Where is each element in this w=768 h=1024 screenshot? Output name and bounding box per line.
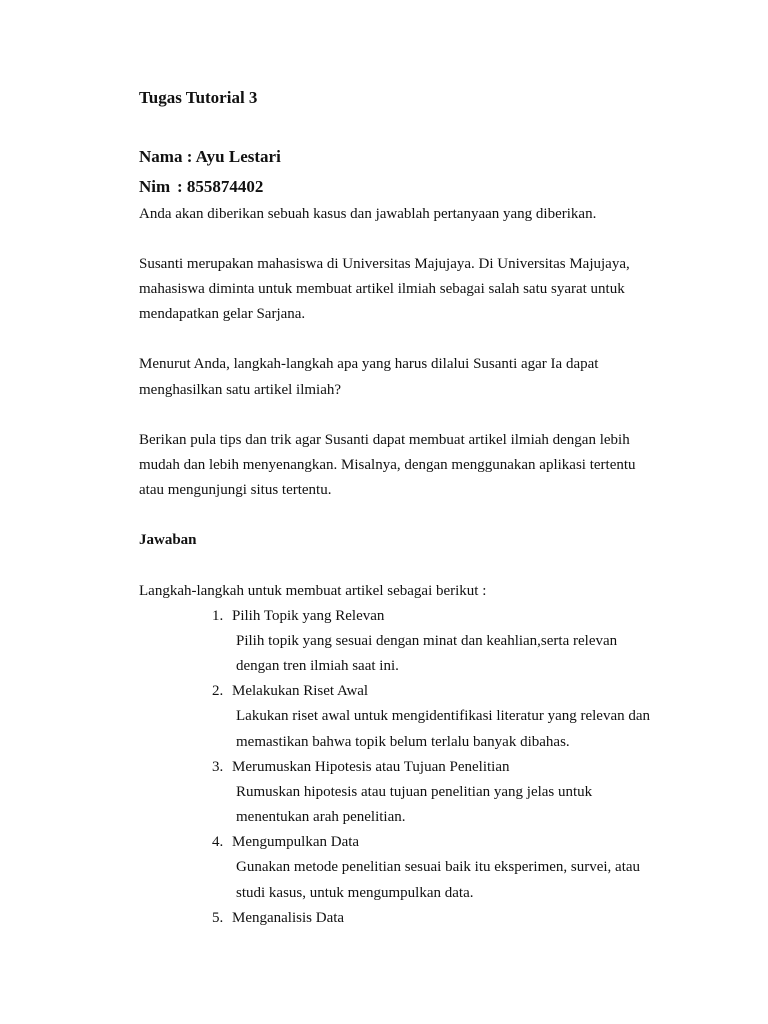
nim-value: : 855874402 [177, 177, 264, 196]
step-title: Mengumpulkan Data [232, 834, 360, 850]
question-2-line: Berikan pula tips dan trik agar Susanti dapat membuat artikel ilmiah dengan lebih [139, 432, 630, 448]
case-line: Susanti merupakan mahasiswa di Universitas Majujaya. Di Universitas Majujaya, [139, 256, 630, 272]
step-description: dengan tren ilmiah saat ini. [236, 658, 399, 674]
step-description: Rumuskan hipotesis atau tujuan penelitian yang jelas untuk [236, 784, 593, 800]
step-description: Lakukan riset awal untuk mengidentifikasi literatur yang relevan dan [236, 708, 651, 724]
step-description: studi kasus, untuk mengumpulkan data. [236, 885, 474, 901]
step-number: 5. [212, 910, 224, 926]
step-description: Gunakan metode penelitian sesuai baik itu eksperimen, survei, atau [236, 859, 641, 875]
question-1-line: menghasilkan satu artikel ilmiah? [139, 382, 342, 398]
step-description: menentukan arah penelitian. [236, 809, 406, 825]
student-name: Nama : Ayu Lestari [139, 147, 281, 166]
case-line: mahasiswa diminta untuk membuat artikel ilmiah sebagai salah satu syarat untuk [139, 281, 625, 297]
step-number: 3. [212, 759, 224, 775]
steps-intro: Langkah-langkah untuk membuat artikel sebagai berikut : [139, 583, 487, 599]
student-nim [139, 178, 263, 195]
nim-label: Nim [139, 177, 171, 196]
question-2-line: mudah dan lebih menyenangkan. Misalnya, dengan menggunakan aplikasi tertentu [139, 457, 636, 473]
step-title: Melakukan Riset Awal [232, 683, 369, 699]
step-title: Merumuskan Hipotesis atau Tujuan Penelitian [232, 759, 510, 775]
question-2-line: atau mengunjungi situs tertentu. [139, 482, 332, 498]
case-line: mendapatkan gelar Sarjana. [139, 306, 306, 322]
answer-heading: Jawaban [139, 532, 197, 548]
step-title: Pilih Topik yang Relevan [232, 608, 385, 624]
intro-text: Anda akan diberikan sebuah kasus dan jawablah pertanyaan yang diberikan. [139, 206, 597, 222]
step-description: Pilih topik yang sesuai dengan minat dan keahlian,serta relevan [236, 633, 618, 649]
step-number: 4. [212, 834, 224, 850]
step-title: Menganalisis Data [232, 910, 345, 926]
document-title: Tugas Tutorial 3 [139, 88, 258, 107]
step-description: memastikan bahwa topik belum terlalu banyak dibahas. [236, 734, 570, 750]
step-number: 1. [212, 608, 224, 624]
question-1-line: Menurut Anda, langkah-langkah apa yang harus dilalui Susanti agar Ia dapat [139, 356, 599, 372]
step-number: 2. [212, 683, 224, 699]
